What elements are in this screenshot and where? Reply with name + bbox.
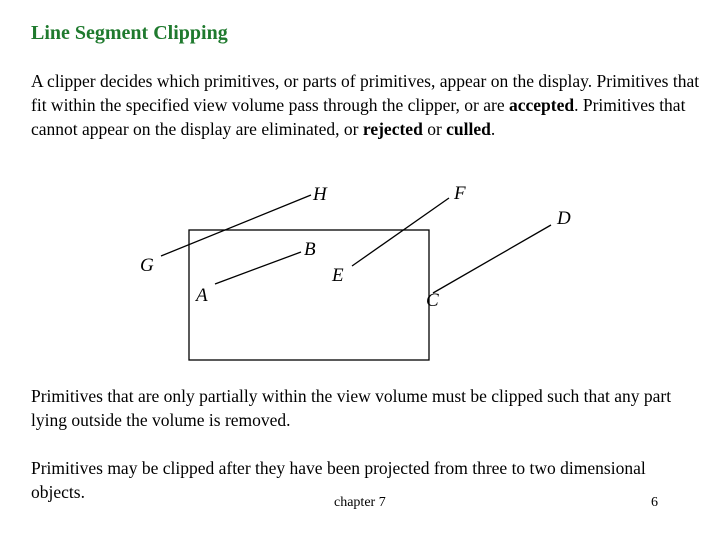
segment-CD [433,225,551,293]
label-G: G [140,255,154,276]
slide-title: Line Segment Clipping [31,22,228,44]
label-E: E [332,265,344,286]
p1-text-4: . [490,119,496,139]
segment-EF [352,198,449,266]
term-accepted: accepted [509,95,575,115]
term-culled: culled [446,119,491,139]
segment-GH [161,195,311,256]
label-C: C [426,290,439,311]
paragraph-partial-clipping: Primitives that are only partially within the view volume must be clipped such that any part lying outside the volume is removed. [31,386,672,430]
p1-text-1: A clipper decides which primitives, or parts of primitives, appear on the display. Primitives that fit within the specified view volume pass through the clipper, or are [31,71,700,115]
label-H: H [313,184,327,205]
label-D: D [557,208,571,229]
page-number: 6 [651,495,658,510]
footer-chapter: chapter 7 [334,495,386,510]
p1-text-2: . Primitives that cannot appear on the display are eliminated, or [31,95,686,139]
label-A: A [196,285,208,306]
segment-AB [215,252,301,284]
label-F: F [454,183,466,204]
term-rejected: rejected [362,119,423,139]
paragraph-projection-clipping: Primitives may be clipped after they have been projected from three to two dimensional objects. [31,458,646,502]
label-B: B [304,239,316,260]
p1-text-3: or [422,119,447,139]
